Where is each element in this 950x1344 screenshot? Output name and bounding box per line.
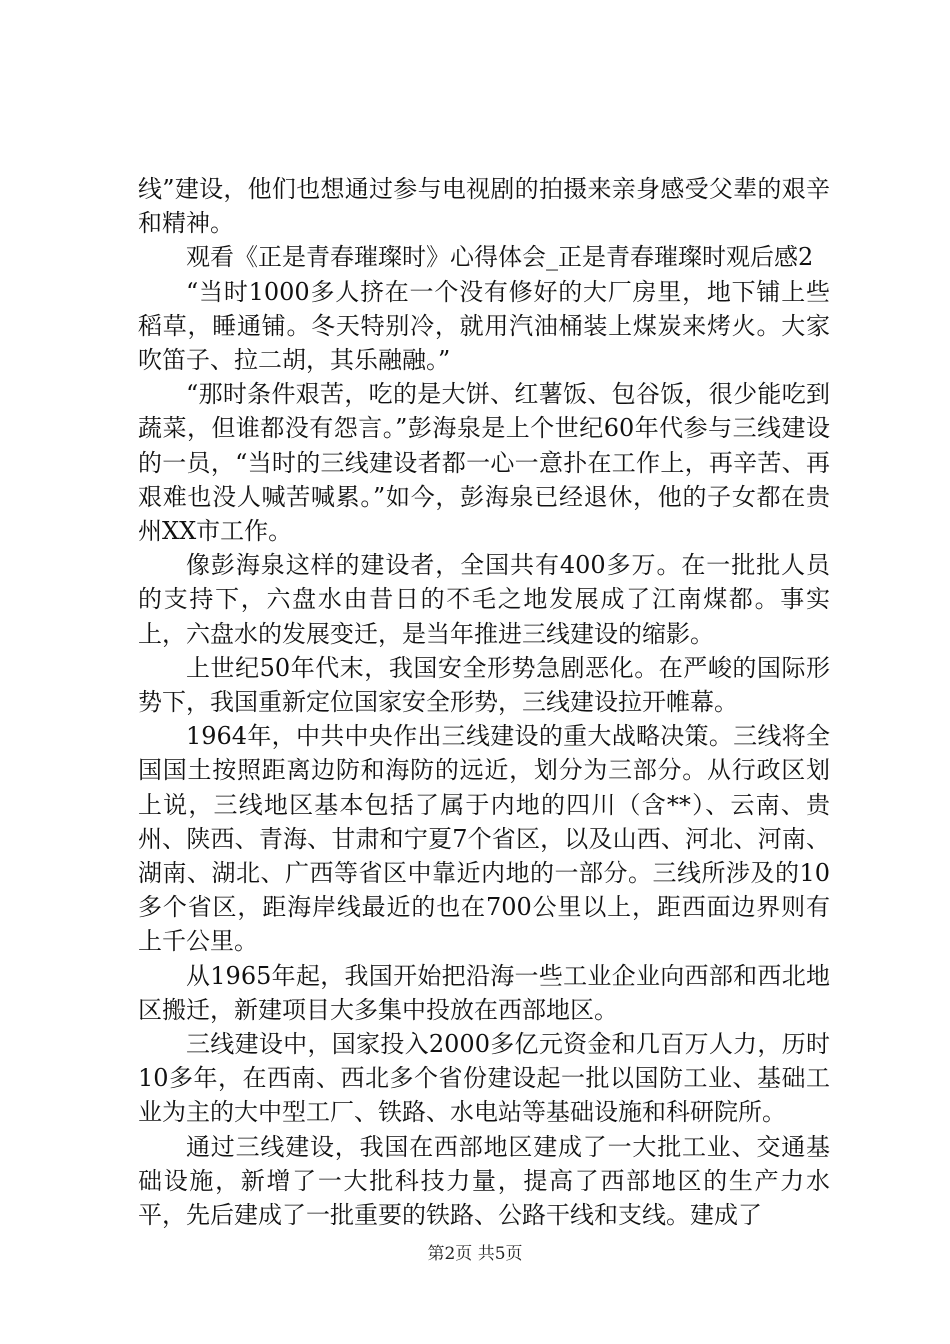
paragraph: 通过三线建设，我国在西部地区建成了一大批工业、交通基础设施，新增了一大批科技力量，提高了西部地区的生产力水平，先后建成了一批重要的铁路、公路干线和支线。建成了 bbox=[138, 1132, 830, 1230]
document-body bbox=[138, 172, 830, 1232]
paragraph: “那时条件艰苦，吃的是大饼、红薯饭、包谷饭，很少能吃到蔬菜，但谁都没有怨言。”彭海泉是上个世纪60年代参与三线建设的一员，“当时的三线建设者都一心一意扑在工作上，再辛苦、再艰难也没人喊苦喊累。”如今，彭海泉已经退休，他的子女都在贵州XX市工作。 bbox=[138, 380, 830, 546]
paragraph: 上世纪50年代末，我国安全形势急剧恶化。在严峻的国际形势下，我国重新定位国家安全形势，三线建设拉开帷幕。 bbox=[138, 653, 830, 717]
paragraph: 1964年，中共中央作出三线建设的重大战略决策。三线将全国国土按照距离边防和海防的远近，划分为三部分。从行政区划上说，三线地区基本包括了属于内地的四川（含**）、云南、贵州、陕西、青海、甘肃和宁夏7个省区，以及山西、河北、河南、湖南、湖北、广西等省区中靠近内地的一部分。三线所涉及的10多个省区，距海岸线最近的也在700公里以上，距西面边界则有上千公里。 bbox=[138, 722, 830, 956]
paragraph: 从1965年起，我国开始把沿海一些工业企业向西部和西北地区搬迁，新建项目大多集中投放在西部地区。 bbox=[138, 961, 830, 1024]
section-heading: 观看《正是青春璀璨时》心得体会_正是青春璀璨时观后感2 bbox=[186, 243, 814, 272]
paragraph: 三线建设中，国家投入2000多亿元资金和几百万人力，历时10多年，在西南、西北多个省份建设起一批以国防工业、基础工业为主的大中型工厂、铁路、水电站等基础设施和科研院所。 bbox=[138, 1030, 830, 1127]
paragraph: “当时1000多人挤在一个没有修好的大厂房里，地下铺上些稻草，睡通铺。冬天特别冷，就用汽油桶装上煤炭来烤火。大家吹笛子、拉二胡，其乐融融。” bbox=[138, 277, 830, 375]
paragraph: 像彭海泉这样的建设者，全国共有400多万。在一批批人员的支持下，六盘水由昔日的不毛之地发展成了江南煤都。事实上，六盘水的发展变迁，是当年推进三线建设的缩影。 bbox=[138, 551, 830, 648]
page-number-footer: 第2页 共5页 bbox=[427, 1244, 523, 1264]
paragraph-continuation: 线”建设，他们也想通过参与电视剧的拍摄来亲身感受父辈的艰辛和精神。 bbox=[138, 175, 830, 238]
